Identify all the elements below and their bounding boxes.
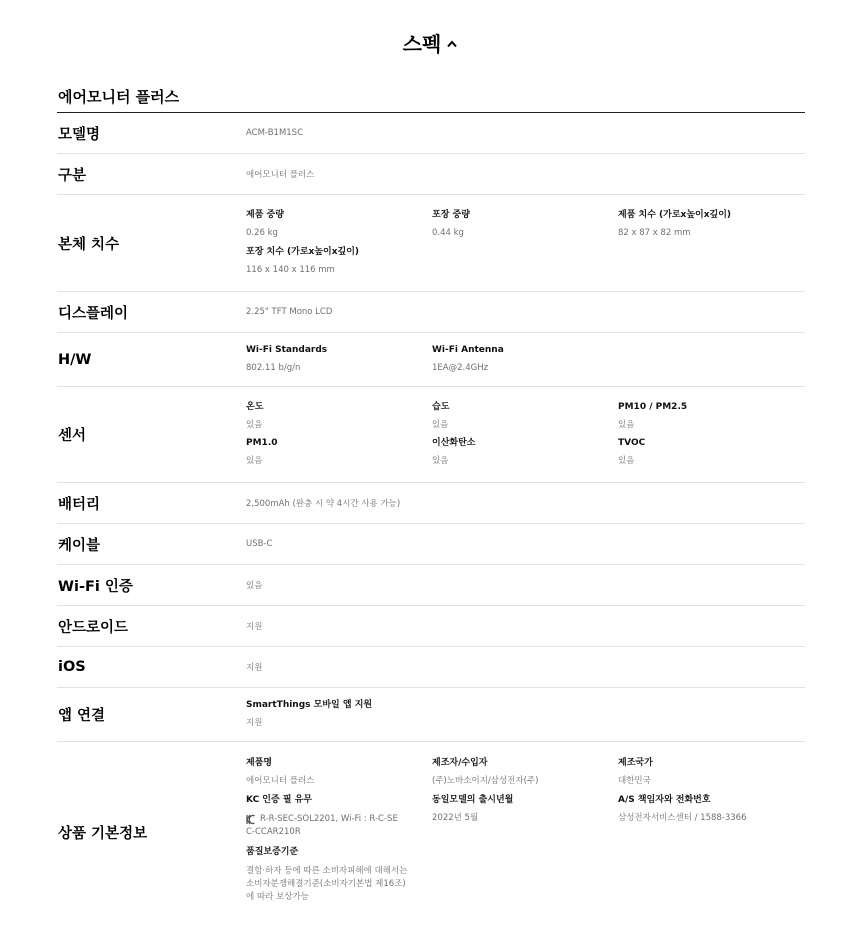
- spec-value: 2,500mAh (완충 시 약 4시간 사용 가능): [246, 499, 401, 509]
- spec-label: 배터리: [58, 496, 101, 513]
- spec-item: [246, 248, 432, 275]
- spec-item-value: 1EA@2.4GHz: [432, 362, 489, 373]
- spec-item-value: 있음: [618, 456, 635, 466]
- spec-item: [432, 403, 618, 430]
- spec-label: 상품 기본정보: [58, 825, 148, 842]
- spec-value: 있음: [246, 581, 263, 591]
- spec-row-battery: [57, 483, 805, 524]
- spec-item-title: SmartThings 모바일 앱 지원: [246, 699, 373, 710]
- spec-item-title: Wi-Fi Antenna: [432, 344, 504, 355]
- spec-row-cable: [57, 524, 805, 565]
- spec-item-title: 품질보증기준: [246, 847, 299, 857]
- spec-item-value: 있음: [246, 456, 263, 466]
- spec-label: 디스플레이: [58, 305, 129, 322]
- spec-value: ACM-B1M1SC: [246, 128, 304, 138]
- spec-label: 구분: [58, 167, 87, 184]
- spec-label: Wi-Fi 인증: [58, 578, 133, 595]
- spec-item: [432, 759, 618, 786]
- spec-label: 본체 치수: [58, 236, 120, 253]
- spec-value: 지원: [246, 663, 263, 673]
- kc-cert-line: C-CCAR210R: [246, 826, 301, 837]
- spec-item-value: 있음: [432, 456, 449, 466]
- spec-section-toggle[interactable]: [0, 28, 860, 56]
- kc-cert-line: R-R-SEC-SOL2201, Wi-Fi : R-C-SE: [260, 813, 398, 824]
- spec-row-hw: [57, 333, 805, 387]
- spec-title: 스펙: [402, 31, 442, 56]
- spec-item-title: 제조국가: [618, 758, 653, 769]
- spec-item-title: TVOC: [618, 438, 646, 448]
- spec-row-model: [57, 113, 805, 154]
- spec-item-value: 있음: [246, 419, 263, 430]
- spec-row-display: [57, 292, 805, 333]
- spec-item-title: PM1.0: [246, 438, 278, 448]
- spec-item-title: 동일모델의 출시년월: [432, 794, 514, 805]
- spec-row-basic-info: [57, 742, 805, 922]
- spec-item-title: 제조자/수입자: [432, 758, 488, 769]
- spec-item-title: A/S 책임자와 전화번호: [618, 794, 711, 805]
- spec-item-value: 지원: [246, 717, 263, 728]
- spec-item-title: 이산화탄소: [432, 438, 476, 448]
- spec-row-sensor: [57, 387, 805, 483]
- spec-item: [618, 439, 804, 466]
- spec-value: 2.25" TFT Mono LCD: [246, 307, 333, 317]
- spec-row-dimensions: [57, 195, 805, 292]
- spec-item-value: 에어모니터 플러스: [246, 776, 315, 787]
- spec-label: 앱 연결: [58, 708, 106, 724]
- spec-item: [246, 439, 432, 466]
- spec-item: [618, 403, 804, 430]
- spec-item-value: 802.11 b/g/n: [246, 362, 301, 373]
- spec-item-title: Wi-Fi Standards: [246, 344, 328, 355]
- spec-item: [246, 403, 432, 430]
- spec-table: [57, 113, 805, 922]
- warranty-line: 결함·하자 등에 따른 소비자피해에 대해서는: [246, 866, 408, 876]
- spec-item-title: 포장 중량: [432, 210, 470, 221]
- spec-item-value: 0.44 kg: [432, 228, 464, 239]
- spec-item: [618, 759, 804, 786]
- kc-mark-icon: [246, 814, 255, 825]
- warranty-line: 소비자분쟁해결기준(소비자기본법 제16조): [246, 879, 406, 890]
- spec-label: 안드로이드: [58, 619, 129, 636]
- spec-item-value: 삼성전자서비스센터 / 1588-3366: [618, 812, 747, 823]
- spec-item-value: 82 x 87 x 82 mm: [618, 228, 691, 239]
- spec-label: 모델명: [58, 126, 101, 143]
- spec-label: H/W: [58, 351, 92, 368]
- spec-item-title: PM10 / PM2.5: [618, 401, 688, 412]
- spec-item: [432, 211, 618, 247]
- spec-item: [618, 211, 804, 247]
- spec-item: [246, 848, 432, 905]
- spec-row-android: [57, 606, 805, 647]
- spec-row-category: [57, 154, 805, 195]
- spec-row-wifi-cert: [57, 565, 805, 606]
- spec-value: 에어모니터 플러스: [246, 170, 315, 180]
- spec-item-title: KC 인증 필 유무: [246, 794, 313, 805]
- spec-item-value: 있음: [618, 419, 635, 430]
- spec-item-value: 대한민국: [618, 776, 651, 787]
- spec-value: USB-C: [246, 539, 273, 549]
- spec-item: [432, 439, 618, 466]
- spec-item-title: 제품 중량: [246, 210, 284, 221]
- spec-row-ios: [57, 647, 805, 688]
- spec-item: [246, 796, 432, 839]
- warranty-line: 에 따라 보상가능: [246, 892, 309, 903]
- spec-item: [618, 796, 804, 848]
- spec-item-title: 포장 치수 (가로x높이x깊이): [246, 246, 360, 257]
- spec-item-value: (주)노바소이지/삼성전자(주): [432, 776, 539, 787]
- spec-item-value: 2022년 5월: [432, 812, 479, 823]
- spec-row-app: [57, 688, 805, 742]
- spec-item-value: 0.26 kg: [246, 228, 278, 239]
- spec-item: [432, 796, 618, 848]
- spec-item: [246, 211, 432, 238]
- spec-label: 센서: [58, 428, 87, 444]
- spec-item: [246, 346, 432, 373]
- spec-label: 케이블: [58, 537, 101, 554]
- spec-label: iOS: [58, 659, 86, 675]
- spec-item-value: 116 x 140 x 116 mm: [246, 264, 335, 275]
- spec-item-title: 온도: [246, 401, 264, 412]
- spec-item: [246, 759, 432, 786]
- spec-item-title: 제품 치수 (가로x높이x깊이): [618, 210, 732, 221]
- chevron-up-icon: [447, 39, 457, 49]
- spec-item: [432, 346, 618, 373]
- product-name: 에어모니터 플러스: [58, 88, 180, 106]
- spec-item-value: 있음: [432, 419, 449, 430]
- spec-value: 지원: [246, 622, 263, 632]
- spec-item-title: 습도: [432, 401, 450, 412]
- spec-item-title: 제품명: [246, 758, 273, 769]
